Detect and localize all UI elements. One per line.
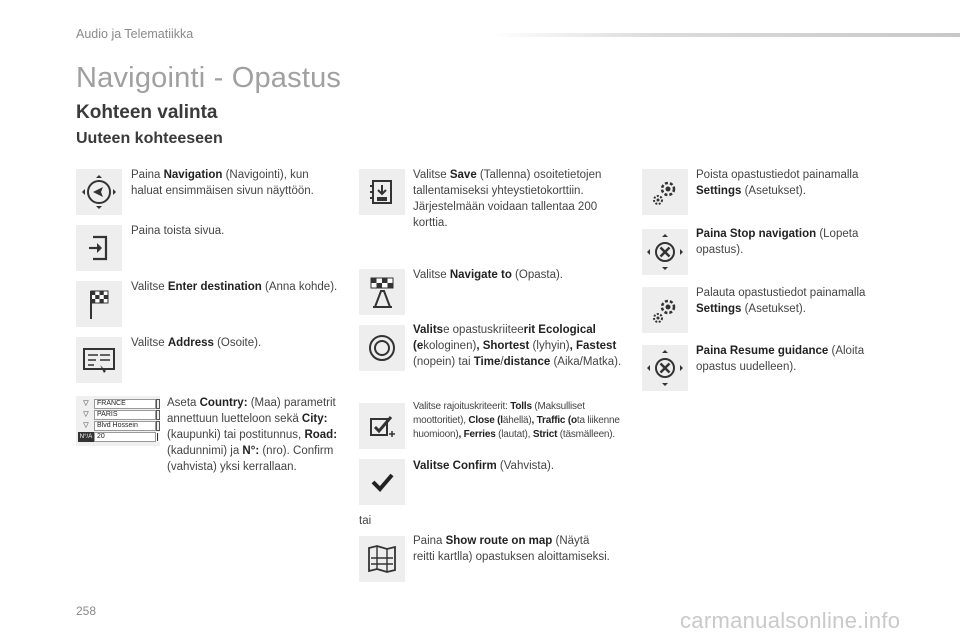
step-restore-guidance-settings: Palauta opastustiedot painamalla Settings (Asetukset). [696,287,866,315]
step-navigation: Paina Navigation (Navigointi), kun haluat ensimmäisen sivun näyttöön. [131,169,314,197]
step-show-route-on-map: Paina Show route on map (Näytä reitti kartlla) opastuksen aloittamiseksi. [413,535,610,563]
address-card-icon [76,337,122,383]
navigate-flag-icon [359,269,405,315]
checkered-flag-icon [76,281,122,327]
header-divider [490,33,960,37]
step-navigate-to: Valitse Navigate to (Opasta). [413,269,563,281]
step-address: Valitse Address (Osoite). [131,337,262,349]
address-row-city[interactable]: ▽ PARIS [78,410,158,420]
settings-gear-icon [642,169,688,215]
step-next-page: Paina toista sivua. [131,225,225,237]
address-row-country[interactable]: ▽ FRANCE [78,399,158,409]
stop-navigation-icon [642,229,688,275]
step-route-criteria: Valitse opastuskriiteerit Ecological (ekologinen), Shortest (lyhyin), Fastest (nopein) tai Time/distance (Aika/Matka). [413,324,622,368]
navigation-compass-icon [76,169,122,215]
address-row-road[interactable]: ▽ Blvd Hossein [78,421,158,431]
address-row-number[interactable]: N°/A 20 [78,432,158,442]
page-number: 258 [76,604,97,618]
step-stop-navigation: Paina Stop navigation (Lopeta opastus). [696,228,859,256]
step-confirm: Valitse Confirm (Vahvista). [413,460,555,472]
resume-navigation-icon [642,345,688,391]
header-section-title: Audio ja Telematiikka [76,27,194,41]
step-resume-guidance: Paina Resume guidance (Aloita opastus uudelleen). [696,345,865,373]
watermark: carmanualsonline.info [680,608,901,633]
step-restriction-criteria: Valitse rajoituskriteerit: Tolls (Maksulliset moottoritiet), Close (lähellä), Traffic (ota liikenne huomioon), Ferries (lautat), Strict (täsmälleen). [413,401,620,440]
step-set-address-parameters: Aseta Country: (Maa) parametrit annettuun luetteloon sekä City: (kaupunki) tai postitunnus, Road: (kadunnimi) ja N°: (nro). Confirm (vahvista) yksi kerrallaan. [167,397,338,473]
save-contact-icon [359,169,405,215]
step-enter-destination: Valitse Enter destination (Anna kohde). [131,281,338,293]
address-entry-panel [76,396,160,446]
section-heading: Uuteen kohteeseen [76,130,223,147]
step-save: Valitse Save (Tallenna) osoitetietojen tallentamiseksi yhteystietokorttiin. Järjestelmään voidaan tallentaa 200 korttia. [413,169,602,229]
page-subtitle: Kohteen valinta [76,102,218,123]
checkmark-icon [359,459,405,505]
next-page-icon [76,225,122,271]
page-title: Navigointi - Opastus [76,62,342,94]
checkbox-check-icon [359,403,405,449]
target-circle-icon [359,325,405,371]
or-label: tai [359,515,372,527]
settings-gear-icon-2 [642,287,688,333]
step-clear-guidance-settings: Poista opastustiedot painamalla Settings (Asetukset). [696,169,859,197]
map-icon [359,536,405,582]
